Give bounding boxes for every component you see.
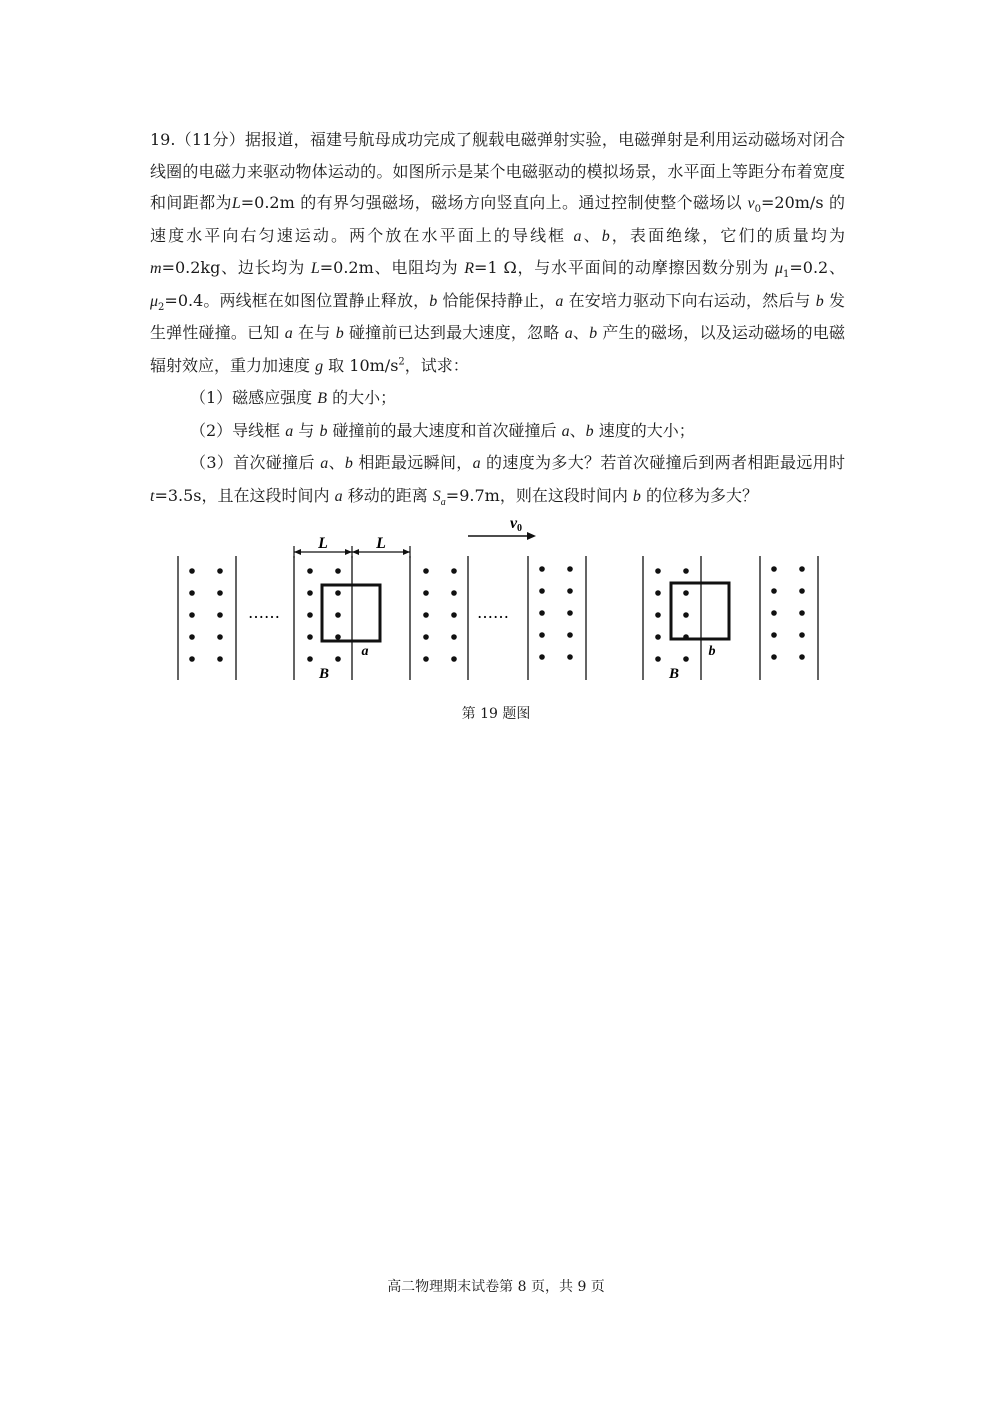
arrow-head [352, 549, 359, 555]
field-dot [307, 568, 313, 574]
label-v0: v0 [509, 515, 523, 534]
field-dot [335, 634, 341, 640]
arrow-head [345, 549, 352, 555]
field-dot [655, 634, 661, 640]
wire-frames [322, 583, 729, 641]
problem-number: 19.（11分） [150, 130, 245, 149]
field-dot [451, 634, 457, 640]
field-dot [217, 568, 223, 574]
field-dot [655, 590, 661, 596]
field-dot [655, 568, 661, 574]
wire-frame-a [322, 585, 380, 641]
field-dot [539, 610, 545, 616]
field-dot [217, 656, 223, 662]
field-dot [423, 656, 429, 662]
question-2: （2）导线框 a 与 b 碰撞前的最大速度和首次碰撞后 a、b 速度的大小； [190, 420, 695, 440]
figure-annotations [248, 515, 716, 682]
field-dot [335, 612, 341, 618]
field-dot [539, 566, 545, 572]
field-dot [683, 568, 689, 574]
field-dot [335, 590, 341, 596]
page-footer: 高二物理期末试卷第 8 页，共 9 页 [387, 1279, 605, 1295]
field-dot [539, 588, 545, 594]
field-dot [423, 612, 429, 618]
arrow-head [527, 532, 536, 540]
field-dot [423, 590, 429, 596]
field-dot [217, 612, 223, 618]
figure-19-diagram [150, 512, 850, 692]
field-dot [683, 612, 689, 618]
field-dot [423, 568, 429, 574]
ellipsis-left: …… [248, 603, 280, 622]
field-dot [567, 654, 573, 660]
label-L-2: L [376, 535, 386, 552]
ellipsis-right: …… [477, 603, 509, 622]
field-dot [217, 634, 223, 640]
arrow-head [294, 549, 301, 555]
field-dot [335, 568, 341, 574]
label-L-1: L [318, 535, 328, 552]
field-dot [335, 656, 341, 662]
question-3: （3）首次碰撞后 a、b 相距最远瞬间，a 的速度为多大？若首次碰撞后到两者相距最远用时 t=3.5s，且在这段时间内 a 移动的距离 $S_a=9.7m$，则在这段时间内 b 的位移为多大？ [150, 453, 845, 508]
field-dot [655, 656, 661, 662]
field-dot [423, 634, 429, 640]
problem-19 [150, 124, 845, 512]
field-dot [567, 610, 573, 616]
problem-stem: 19.（11分）据报道，福建号航母成功完成了舰载电磁弹射实验，电磁弹射是利用运动磁场对闭合线圈的电磁力来驱动物体运动的。如图所示是某个电磁驱动的模拟场景，水平面上等距分布着宽度和间距都为L=0.2m 的有界匀强磁场，磁场方向竖直向上。通过控制使整个磁场以 $v_0=20m/s$ 的速度水平向右匀速运动。两个放在水平面上的导线框 a、b，表面绝缘，它们的质量均为 m=0.2kg、边长均为 L=0.2m、电阻均为 R=1 Ω，与水平面间的动摩擦因数分别为 $\mu_1=0.2$、 $\mu_2=0.4$。两线框在如图位置静止释放，b 恰能保持静止，a 在安培力驱动下向右运动，然后与 b 发生弹性碰撞。已知 a 在与 b 碰撞前已达到最大速度，忽略 a、b 产生的磁场，以及运动磁场的电磁辐射效应，重力加速度 g 取 $10m/s^2$，试求： [150, 130, 845, 375]
field-dot [771, 588, 777, 594]
field-dot [567, 566, 573, 572]
label-frame-b: b [708, 644, 716, 659]
figure-caption: 第 19 题图 [461, 706, 531, 722]
field-dot [683, 590, 689, 596]
field-dot [799, 566, 805, 572]
field-dot [799, 654, 805, 660]
field-dot [539, 632, 545, 638]
field-dot [451, 590, 457, 596]
field-dot [655, 612, 661, 618]
field-dot [307, 590, 313, 596]
field-dot [451, 568, 457, 574]
label-field-B-2: B [668, 666, 680, 682]
field-dot [771, 654, 777, 660]
field-dot [771, 610, 777, 616]
field-dot [771, 566, 777, 572]
field-dot [451, 656, 457, 662]
field-dot [189, 656, 195, 662]
field-dot [539, 654, 545, 660]
question-1: （1）磁感应强度 B 的大小； [190, 388, 397, 407]
label-field-B-1: B [318, 666, 330, 682]
field-dot [307, 634, 313, 640]
field-dot [683, 656, 689, 662]
field-dot [189, 612, 195, 618]
field-dot [799, 632, 805, 638]
field-dot [799, 588, 805, 594]
field-dot [799, 610, 805, 616]
field-dot [189, 634, 195, 640]
field-dot [451, 612, 457, 618]
field-dot [567, 588, 573, 594]
field-dot [217, 590, 223, 596]
field-dot [189, 568, 195, 574]
field-dot [567, 632, 573, 638]
field-dot [307, 656, 313, 662]
label-frame-a: a [361, 644, 369, 659]
field-dot [307, 612, 313, 618]
field-dot [771, 632, 777, 638]
wire-frame-b [671, 583, 729, 639]
arrow-head [403, 549, 410, 555]
field-dot [189, 590, 195, 596]
